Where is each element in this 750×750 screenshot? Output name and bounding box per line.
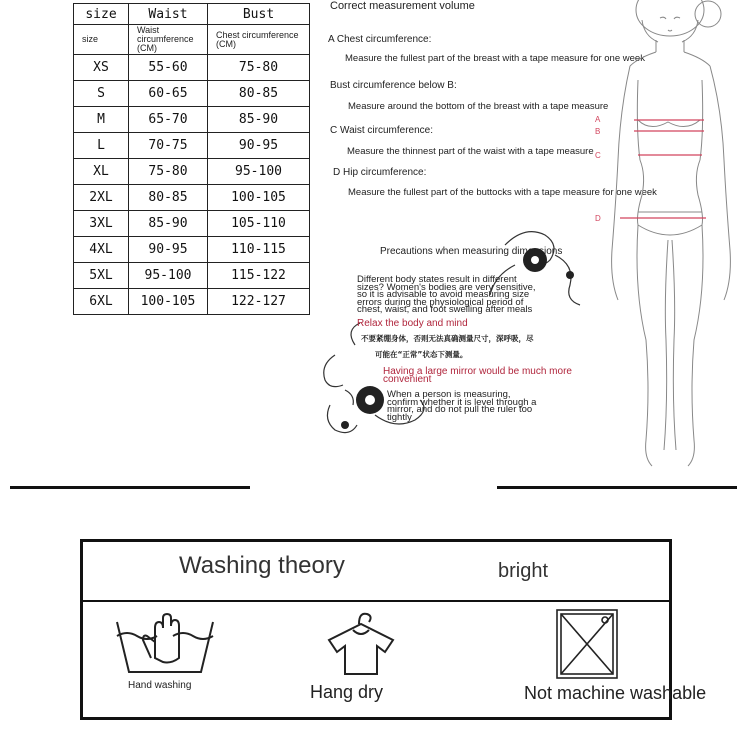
header-bust: Bust [208,4,310,25]
bust-cell: 122-127 [208,289,310,315]
precaution-cn-1: 不要紧绷身体，否则无法真确测量尺寸，深呼吸，尽 [361,334,534,343]
size-cell: 5XL [74,263,129,289]
divider-right [497,486,737,489]
table-row [74,185,310,211]
precaution-body-1: Different body states result in different sizes? Women's bodies are very sensitive, so it is advisable to avoid measuring size errors during the physiological period of chest, waist, and foot swelling after meals [357,274,536,315]
waist-cell: 65-70 [129,107,208,133]
size-cell: 3XL [74,211,129,237]
waist-description: Measure the thinnest part of the waist with a tape measure [347,146,594,157]
bust-cell: 80-85 [208,81,310,107]
hand-wash-icon [113,612,217,676]
washing-separator [83,600,669,602]
table-row [74,237,310,263]
header-size: size [74,4,129,25]
waist-cell: 55-60 [129,55,208,81]
precautions-title: Precautions when measuring dimensions [380,246,563,257]
table-subheader-row [74,25,310,55]
size-cell: 4XL [74,237,129,263]
hang-dry-label: Hang dry [310,682,384,702]
precaution-relax: Relax the body and mind [357,317,468,329]
size-chart-table [73,3,310,315]
underbust-heading: Bust circumference below B: [330,80,457,91]
washing-title: Washing theory [179,552,345,579]
waist-cell: 85-90 [129,211,208,237]
size-cell: M [74,107,129,133]
bust-cell: 75-80 [208,55,310,81]
marker-c: C [595,151,601,160]
waist-cell: 100-105 [129,289,208,315]
washing-instructions-box [80,539,707,720]
size-cell: S [74,81,129,107]
no-machine-wash-label: Not machine washable [524,683,707,703]
table-row [74,159,310,185]
hip-heading: D Hip circumference: [333,167,427,178]
waist-cell: 60-65 [129,81,208,107]
precaution-mirror: Having a large mirror would be much more convenient [383,366,572,385]
table-row [74,81,310,107]
precaution-body-2: When a person is measuring, confirm whether it is level through a mirror, and do not pull the ruler too tightly [387,389,537,423]
marker-b: B [595,127,601,136]
bust-cell: 105-110 [208,211,310,237]
underbust-description: Measure around the bottom of the breast with a tape measure [348,101,609,112]
body-figure-illustration [590,0,750,470]
subheader-size: size [74,25,129,55]
washing-bright-label: bright [498,560,549,582]
waist-cell: 80-85 [129,185,208,211]
precautions-body [357,274,572,423]
waist-cell: 95-100 [129,263,208,289]
size-cell: 2XL [74,185,129,211]
measurement-title: Correct measurement volume [330,0,475,12]
table-header-row [74,4,310,25]
marker-a: A [595,115,601,124]
header-waist: Waist [129,4,208,25]
hip-description: Measure the fullest part of the buttocks with a tape measure for one week [348,187,657,198]
waist-cell: 75-80 [129,159,208,185]
no-machine-wash-icon [555,608,619,680]
subheader-bust: Chest circumference (CM) [208,25,310,55]
waist-cell: 90-95 [129,237,208,263]
table-row [74,263,310,289]
bust-cell: 115-122 [208,263,310,289]
size-cell: XL [74,159,129,185]
bust-cell: 90-95 [208,133,310,159]
size-cell: 6XL [74,289,129,315]
bust-cell: 110-115 [208,237,310,263]
table-row [74,55,310,81]
size-cell: L [74,133,129,159]
bust-cell: 95-100 [208,159,310,185]
chest-heading: A Chest circumference: [328,34,432,45]
table-row [74,107,310,133]
table-row [74,289,310,315]
subheader-waist: Waist circumference (CM) [129,25,208,55]
bust-cell: 100-105 [208,185,310,211]
table-row [74,133,310,159]
bust-cell: 85-90 [208,107,310,133]
table-row [74,211,310,237]
size-cell: XS [74,55,129,81]
waist-cell: 70-75 [129,133,208,159]
waist-heading: C Waist circumference: [330,125,433,136]
hand-wash-label: Hand washing [128,680,192,691]
divider-left [10,486,250,489]
precaution-cn-2: 可能在“正常”状态下测量。 [375,349,468,359]
hang-dry-icon [323,608,399,678]
chest-description: Measure the fullest part of the breast with a tape measure for one week [345,53,645,64]
marker-d: D [595,214,601,223]
